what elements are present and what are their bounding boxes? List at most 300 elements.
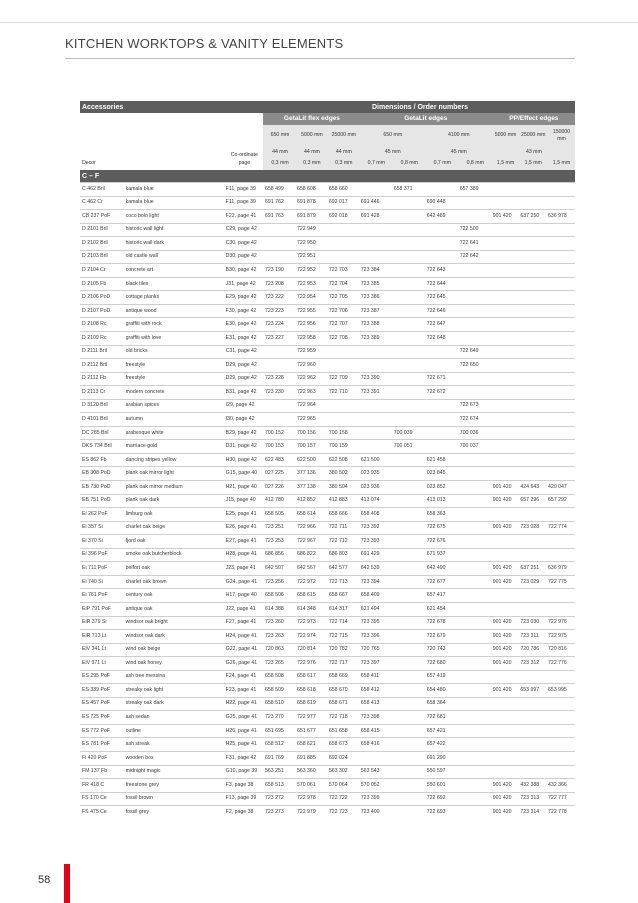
- order-number: [518, 467, 546, 481]
- decor-name: black tiles: [124, 277, 224, 291]
- order-number: 723 394: [359, 575, 392, 589]
- order-number: 691 446: [359, 196, 392, 210]
- order-number: 658 371: [392, 183, 425, 197]
- order-number: [518, 548, 546, 562]
- order-number: [546, 196, 575, 210]
- order-number: [518, 277, 546, 291]
- coordinate-page: H26, page 41: [224, 724, 263, 738]
- coordinate-page: J23, page 41: [224, 562, 263, 576]
- order-number: 563 360: [295, 765, 327, 779]
- decor-code: D 2102 Bril: [80, 237, 124, 251]
- order-number: [359, 183, 392, 197]
- order-number: [491, 277, 519, 291]
- table-row: [80, 548, 575, 562]
- order-number: [518, 223, 546, 237]
- order-number: 700 158: [327, 426, 359, 440]
- thickness-cell: 0,7 mm: [359, 158, 392, 170]
- order-number: 722 965: [295, 413, 327, 427]
- order-number: 722 680: [425, 657, 458, 671]
- order-number: [327, 237, 359, 251]
- decor-code: EiV 341 Lt: [80, 643, 124, 657]
- decor-code: ES 781 PoF: [80, 738, 124, 752]
- coordinate-page: F22, page 41: [224, 210, 263, 224]
- order-number: [327, 223, 359, 237]
- coordinate-page: F23, page 41: [224, 684, 263, 698]
- order-number: 722 706: [327, 304, 359, 318]
- order-number: [518, 711, 546, 725]
- order-number: [491, 670, 519, 684]
- order-number: 722 645: [425, 291, 458, 305]
- order-number: 722 673: [458, 399, 491, 413]
- order-number: 622 508: [327, 453, 359, 467]
- coordinate-page: G26, page 41: [224, 657, 263, 671]
- order-number: [458, 467, 491, 481]
- order-number: [458, 751, 491, 765]
- order-number: [392, 386, 425, 400]
- coordinate-page: J22, page 41: [224, 602, 263, 616]
- order-number: [359, 413, 392, 427]
- order-number: 723 253: [263, 535, 295, 549]
- order-number: [546, 724, 575, 738]
- order-number: 723 190: [263, 264, 295, 278]
- order-number: [491, 332, 519, 346]
- coordinate-page: H17, page 40: [224, 589, 263, 603]
- order-number: 642 577: [327, 562, 359, 576]
- order-number: 550 597: [425, 765, 458, 779]
- decor-name: belfort oak: [124, 562, 224, 576]
- order-number: 723 311: [518, 630, 546, 644]
- order-number: 722 643: [425, 264, 458, 278]
- table-row: [80, 670, 575, 684]
- group-header-getalit-flex: GetaLit flex edges: [263, 113, 359, 125]
- order-number: 722 707: [327, 318, 359, 332]
- decor-name: autumn: [124, 413, 224, 427]
- order-number: [458, 372, 491, 386]
- order-number: 722 775: [546, 575, 575, 589]
- order-number: 621 500: [359, 453, 392, 467]
- order-number: [491, 548, 519, 562]
- order-number: 722 962: [295, 372, 327, 386]
- decor-code: D 2108 Rc: [80, 318, 124, 332]
- order-number: [546, 751, 575, 765]
- order-number: 622 500: [295, 453, 327, 467]
- decor-code: D 2106 PoD: [80, 291, 124, 305]
- length-cell: 650 mm: [359, 125, 425, 147]
- table-row: [80, 359, 575, 373]
- order-number: [546, 602, 575, 616]
- order-number: 653 997: [518, 684, 546, 698]
- order-number: 722 956: [295, 318, 327, 332]
- order-number: 722 953: [295, 277, 327, 291]
- order-number: [491, 237, 519, 251]
- order-number: 658 509: [263, 684, 295, 698]
- order-number: 723 224: [263, 318, 295, 332]
- order-number: [518, 332, 546, 346]
- decor-name: ash sedan: [124, 711, 224, 725]
- order-number: [458, 670, 491, 684]
- order-number: 614 317: [327, 602, 359, 616]
- order-number: 570 064: [327, 779, 359, 793]
- decor-code: C 462 Cr: [80, 196, 124, 210]
- order-number: 723 028: [518, 521, 546, 535]
- order-number: [425, 426, 458, 440]
- order-number: 722 954: [295, 291, 327, 305]
- order-number: 691 878: [295, 196, 327, 210]
- order-number: 614 388: [263, 602, 295, 616]
- decor-code: ES 339 PoF: [80, 684, 124, 698]
- order-number: [425, 440, 458, 454]
- order-number: 654 480: [425, 684, 458, 698]
- order-number: 658 666: [327, 508, 359, 522]
- order-number: 901 420: [491, 643, 519, 657]
- order-number: [491, 318, 519, 332]
- order-number: [458, 602, 491, 616]
- table-row: [80, 237, 575, 251]
- order-number: [263, 413, 295, 427]
- table-row: [80, 697, 575, 711]
- decor-name: fossil brown: [124, 792, 224, 806]
- order-number: 722 642: [458, 250, 491, 264]
- order-number: 901 420: [491, 779, 519, 793]
- order-number: [546, 237, 575, 251]
- order-number: [491, 196, 519, 210]
- order-number: [458, 453, 491, 467]
- order-number: [392, 616, 425, 630]
- order-number: 700 152: [263, 426, 295, 440]
- order-number: [546, 250, 575, 264]
- order-number: [458, 575, 491, 589]
- order-number: [491, 291, 519, 305]
- table-row: [80, 467, 575, 481]
- coordinate-page: B31, page 42: [224, 386, 263, 400]
- order-number: [392, 779, 425, 793]
- order-number: 563 302: [327, 765, 359, 779]
- decor-code: EB 730 PoD: [80, 481, 124, 495]
- order-number: 723 390: [359, 372, 392, 386]
- order-number: [392, 237, 425, 251]
- order-number: 621 454: [425, 602, 458, 616]
- order-number: [458, 738, 491, 752]
- order-number: [458, 304, 491, 318]
- order-number: [546, 670, 575, 684]
- thickness-cell: 0,3 mm: [327, 158, 359, 170]
- order-number: 723 256: [263, 575, 295, 589]
- order-number: [327, 413, 359, 427]
- coordinate-page: G22, page 41: [224, 643, 263, 657]
- order-number: [546, 765, 575, 779]
- decor-name: concrete art: [124, 264, 224, 278]
- order-number: 723 227: [263, 332, 295, 346]
- order-number: 700 159: [327, 440, 359, 454]
- decor-name: antique wood: [124, 304, 224, 318]
- order-number: [491, 738, 519, 752]
- order-number: [491, 345, 519, 359]
- order-number: [546, 399, 575, 413]
- top-rule: [0, 22, 638, 23]
- order-number: 412 780: [263, 494, 295, 508]
- order-number: 901 420: [491, 792, 519, 806]
- length-cell: 25000 mm: [518, 125, 546, 147]
- order-number: [392, 494, 425, 508]
- length-cell: 4100 mm: [425, 125, 491, 147]
- order-number: [392, 724, 425, 738]
- order-number: [458, 264, 491, 278]
- table-row: [80, 264, 575, 278]
- order-number: [392, 575, 425, 589]
- coordinate-page: F11, page 39: [224, 196, 263, 210]
- order-number: [425, 183, 458, 197]
- order-number: 723 393: [359, 535, 392, 549]
- order-number: 658 508: [263, 670, 295, 684]
- order-number: 723 397: [359, 657, 392, 671]
- decor-name: modern concrete: [124, 386, 224, 400]
- order-number: [546, 372, 575, 386]
- order-number: [392, 332, 425, 346]
- order-number: [425, 399, 458, 413]
- coordinate-page: F2, page 38: [224, 806, 263, 819]
- order-number: 686 856: [263, 548, 295, 562]
- order-number: 723 312: [518, 657, 546, 671]
- decor-code: Fi 420 PoF: [80, 751, 124, 765]
- order-number: 723 273: [263, 806, 295, 819]
- order-number: 377 136: [295, 467, 327, 481]
- order-number: 424 643: [518, 481, 546, 495]
- table-row: [80, 183, 575, 197]
- order-number: [518, 318, 546, 332]
- order-number: [518, 291, 546, 305]
- decor-code: Ei 761 PoF: [80, 589, 124, 603]
- order-number: 722 671: [425, 372, 458, 386]
- order-number: [491, 711, 519, 725]
- thickness-cell: 1,5 mm: [518, 158, 546, 170]
- order-number: 700 036: [458, 426, 491, 440]
- decor-name: plank oak dark: [124, 494, 224, 508]
- order-number: [518, 670, 546, 684]
- order-number: 723 228: [263, 372, 295, 386]
- decor-code: Ei 262 PoF: [80, 508, 124, 522]
- order-number: 658 413: [359, 697, 392, 711]
- table-row: [80, 453, 575, 467]
- length-cell: 5000 mm: [491, 125, 519, 147]
- order-number: [491, 223, 519, 237]
- order-number: [458, 724, 491, 738]
- order-number: 722 960: [295, 359, 327, 373]
- decor-code: EiV 971 Lt: [80, 657, 124, 671]
- order-number: 621 458: [425, 453, 458, 467]
- order-number: 722 678: [425, 616, 458, 630]
- group-header-getalit: GetaLit edges: [359, 113, 491, 125]
- decor-name: fjord oak: [124, 535, 224, 549]
- order-number: [491, 467, 519, 481]
- order-number: [392, 467, 425, 481]
- order-number: 901 420: [491, 210, 519, 224]
- order-number: 722 976: [295, 657, 327, 671]
- order-number: [546, 426, 575, 440]
- order-number: 723 030: [518, 616, 546, 630]
- decor-code: D 2107 PoD: [80, 304, 124, 318]
- decor-code: ES 457 PoF: [80, 697, 124, 711]
- order-number: 723 251: [263, 521, 295, 535]
- order-number: [491, 697, 519, 711]
- table-row: [80, 332, 575, 346]
- order-number: 722 647: [425, 318, 458, 332]
- decor-code: Ei 711 PoF: [80, 562, 124, 576]
- decor-code: D 2105 Fb: [80, 277, 124, 291]
- order-number: [491, 359, 519, 373]
- decor-name: smoke oak butcherblock: [124, 548, 224, 562]
- order-number: 723 388: [359, 318, 392, 332]
- order-number: 722 977: [295, 711, 327, 725]
- order-number: [491, 602, 519, 616]
- table-row: [80, 196, 575, 210]
- decor-name: limburg oak: [124, 508, 224, 522]
- order-number: 722 966: [295, 521, 327, 535]
- order-number: 658 621: [295, 738, 327, 752]
- coordinate-page: J15, page 40: [224, 494, 263, 508]
- decor-code: ES 725 PoF: [80, 711, 124, 725]
- order-number: [546, 440, 575, 454]
- decor-name: outline: [124, 724, 224, 738]
- order-number: 722 712: [327, 535, 359, 549]
- table-row: [80, 657, 575, 671]
- order-number: [546, 318, 575, 332]
- order-number: [458, 196, 491, 210]
- table-row: [80, 318, 575, 332]
- order-number: [518, 697, 546, 711]
- decor-code: CB 237 PoF: [80, 210, 124, 224]
- order-number: [359, 426, 392, 440]
- order-number: 723 029: [518, 575, 546, 589]
- order-number: [392, 657, 425, 671]
- order-number: [392, 210, 425, 224]
- order-number: 658 671: [327, 697, 359, 711]
- order-number: [392, 670, 425, 684]
- order-number: 723 230: [263, 386, 295, 400]
- order-number: [458, 806, 491, 819]
- table-row: [80, 616, 575, 630]
- table-row: [80, 765, 575, 779]
- table-row: [80, 481, 575, 495]
- order-number: [263, 359, 295, 373]
- decor-name: old bricks: [124, 345, 224, 359]
- decor-code: Ei 396 PoF: [80, 548, 124, 562]
- order-number: [491, 765, 519, 779]
- table-row: [80, 426, 575, 440]
- decor-name: arabesque white: [124, 426, 224, 440]
- order-number: [425, 237, 458, 251]
- order-number: [518, 426, 546, 440]
- order-number: 722 641: [458, 237, 491, 251]
- table-row: [80, 792, 575, 806]
- order-number: 901 420: [491, 562, 519, 576]
- table-row: [80, 440, 575, 454]
- order-number: [392, 413, 425, 427]
- order-number: [518, 345, 546, 359]
- order-number: [263, 250, 295, 264]
- order-number: 692 017: [327, 196, 359, 210]
- order-number: 723 384: [359, 264, 392, 278]
- table-row: [80, 372, 575, 386]
- order-number: [392, 345, 425, 359]
- width-cell: 44 mm: [263, 147, 295, 158]
- order-number: [392, 792, 425, 806]
- order-number: [458, 508, 491, 522]
- order-number: [392, 399, 425, 413]
- order-number: 723 398: [359, 711, 392, 725]
- decor-name: ash tree messina: [124, 670, 224, 684]
- decor-name: ash streak: [124, 738, 224, 752]
- coordinate-page: C31, page 42: [224, 345, 263, 359]
- order-number: 377 138: [295, 481, 327, 495]
- decor-name: graffiti with love: [124, 332, 224, 346]
- order-number: 432 388: [518, 779, 546, 793]
- order-number: 658 619: [295, 697, 327, 711]
- order-number: 413 074: [359, 494, 392, 508]
- coordinate-page: J31, page 42: [224, 277, 263, 291]
- order-number: [263, 399, 295, 413]
- order-number: [327, 359, 359, 373]
- table-row: [80, 291, 575, 305]
- order-number: 722 644: [425, 277, 458, 291]
- order-number: 722 717: [327, 657, 359, 671]
- coordinate-page: F27, page 41: [224, 616, 263, 630]
- order-number: 690 448: [425, 196, 458, 210]
- order-number: 700 037: [458, 440, 491, 454]
- order-number: 722 676: [425, 535, 458, 549]
- coordinate-page: D29, page 42: [224, 372, 263, 386]
- order-number: 722 650: [458, 359, 491, 373]
- order-number: 658 499: [263, 183, 295, 197]
- page-title: KITCHEN WORKTOPS & VANITY ELEMENTS: [65, 36, 344, 51]
- order-number: 614 348: [295, 602, 327, 616]
- order-number: 658 618: [295, 684, 327, 698]
- order-number: [518, 250, 546, 264]
- table-row: [80, 589, 575, 603]
- order-number: [546, 413, 575, 427]
- order-number: 722 703: [327, 264, 359, 278]
- order-number: [546, 304, 575, 318]
- decor-name: freestyle: [124, 359, 224, 373]
- order-number: 692 018: [327, 210, 359, 224]
- order-number: [546, 332, 575, 346]
- order-number: 722 692: [425, 792, 458, 806]
- section-header: C – F: [80, 170, 575, 183]
- length-cell: 150000 mm: [546, 125, 575, 147]
- order-number: [392, 684, 425, 698]
- order-number: [518, 386, 546, 400]
- decor-name: century oak: [124, 589, 224, 603]
- order-number: 642 489: [425, 210, 458, 224]
- order-number: [546, 386, 575, 400]
- accessories-header: Accessories: [80, 101, 263, 113]
- order-number: [518, 196, 546, 210]
- order-number: [458, 277, 491, 291]
- decor-name: old castle wall: [124, 250, 224, 264]
- order-number: 691 290: [425, 751, 458, 765]
- order-number: [458, 630, 491, 644]
- order-number: 686 822: [295, 548, 327, 562]
- decor-code: Ei 370 Si: [80, 535, 124, 549]
- page-number: 58: [38, 874, 51, 886]
- order-number: 722 500: [458, 223, 491, 237]
- length-cell: 650 mm: [263, 125, 295, 147]
- order-number: 722 950: [295, 237, 327, 251]
- order-number: 432 366: [546, 779, 575, 793]
- decor-code: ES 862 Fb: [80, 453, 124, 467]
- header-spacer: [80, 125, 224, 147]
- order-number: 412 852: [295, 494, 327, 508]
- decor-name: antique oak: [124, 602, 224, 616]
